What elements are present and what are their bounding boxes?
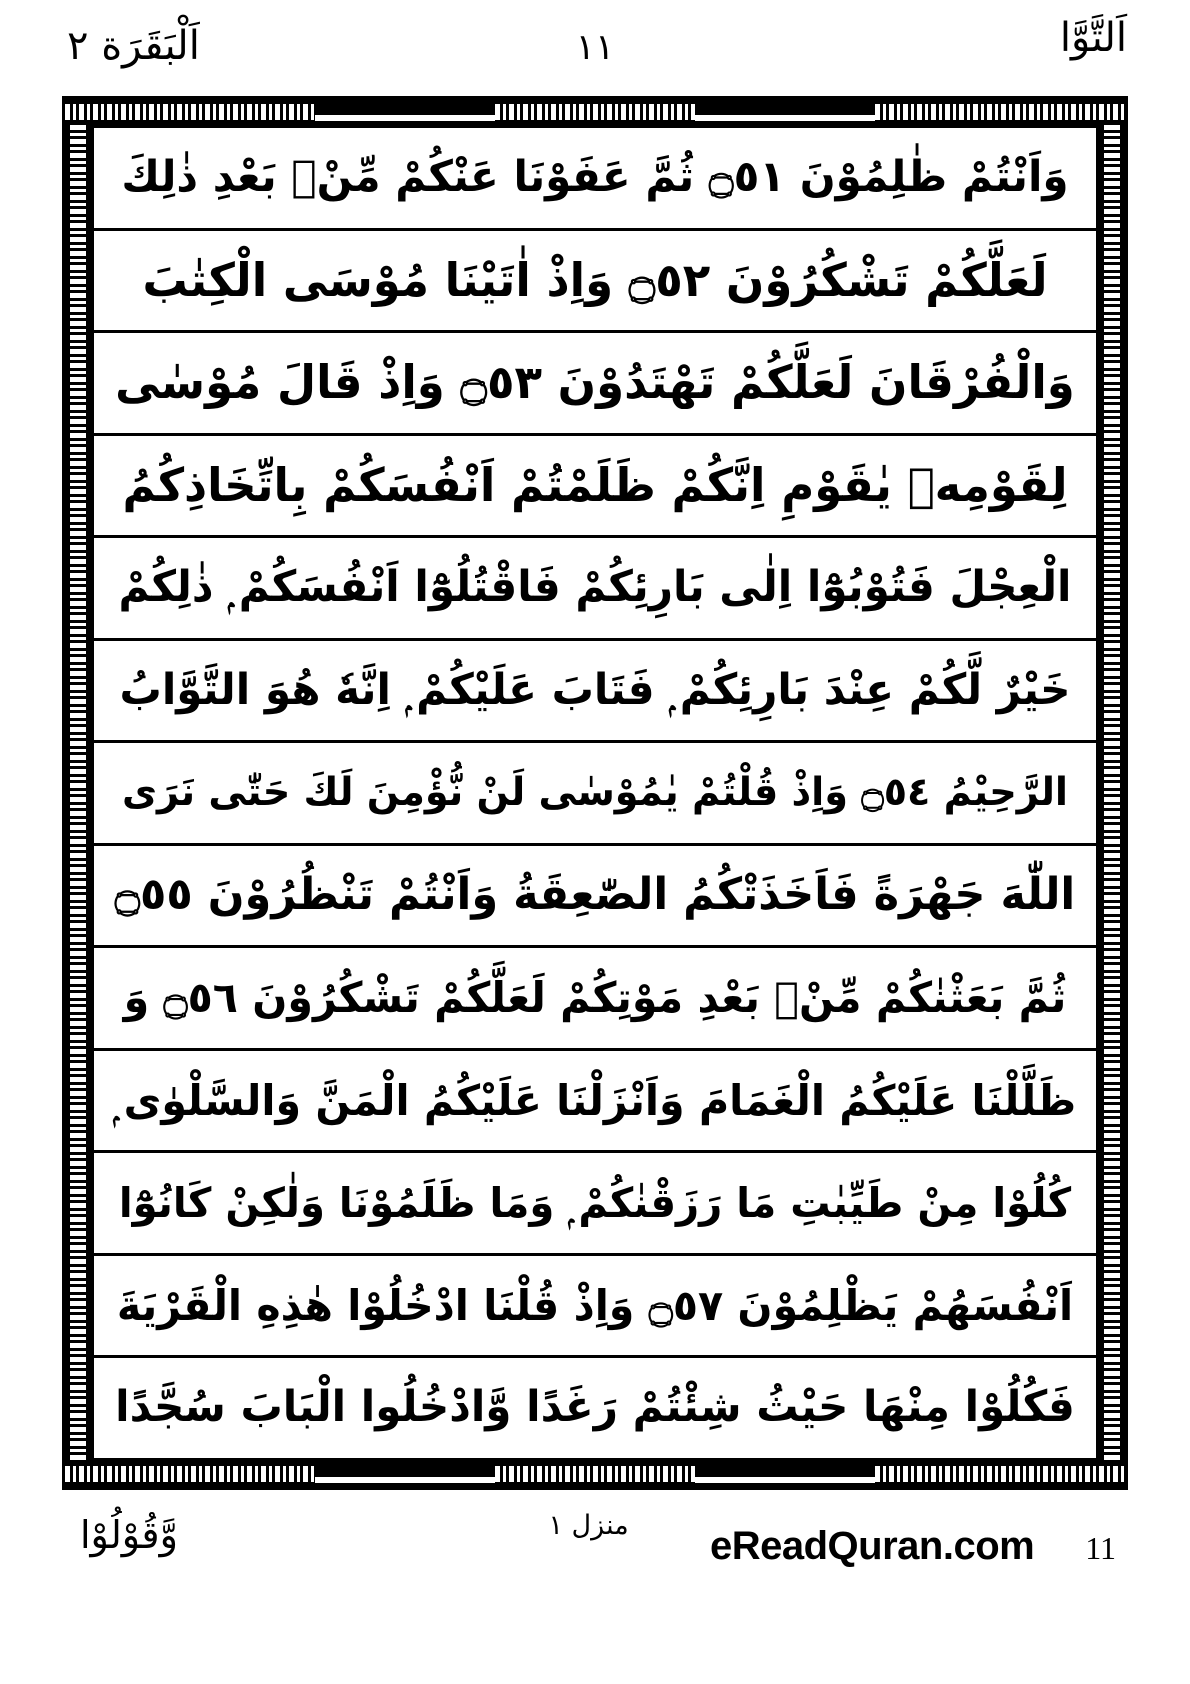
quran-line [94,538,1096,641]
quran-line [94,1153,1096,1256]
quran-line-text: وَالْفُرْقَانَ لَعَلَّكُمْ تَهْتَدُوْنَ ۝٥٣ وَاِذْ قَالَ مُوْسٰى [115,355,1075,410]
quran-line [94,128,1096,231]
quran-line-text: الرَّحِيْمُ ۝٥٤ وَاِذْ قُلْتُمْ يٰمُوْسٰى لَنْ نُّؤْمِنَ لَكَ حَتّٰى نَرَى [121,770,1069,816]
ornamental-frame [62,96,1128,1490]
quran-line-text: كُلُوْا مِنْ طَيِّبٰتِ مَا رَزَقْنٰكُمْ ۭ وَمَا ظَلَمُوْنَا وَلٰكِنْ كَانُوْٓا [118,1178,1072,1227]
quran-line [94,846,1096,949]
scrollwork-pattern-bottom [65,1464,1125,1484]
top-catchword: اَلتَّوَّا [1059,15,1127,61]
frame-band-right [1099,125,1125,1461]
page-number-arabic: ١١ [575,27,615,68]
bottom-catchword: وَّقُوْلُوْا [80,1513,178,1557]
page-footer [62,1498,1128,1658]
scrollwork-pattern-top [65,102,1125,122]
quran-line-text: خَيْرٌ لَّكُمْ عِنْدَ بَارِئِكُمْ ۭ فَتَابَ عَلَيْكُمْ ۭ اِنَّهٗ هُوَ التَّوَّابُ [119,664,1071,715]
page-header [55,15,1135,98]
quran-line-text: ظَلَّلْنَا عَلَيْكُمُ الْغَمَامَ وَاَنْزَلْنَا عَلَيْكُمُ الْمَنَّ وَالسَّلْوٰى ۭ [113,1075,1077,1125]
quran-line-text: لَعَلَّكُمْ تَشْكُرُوْنَ ۝٥٢ وَاِذْ اٰتَيْنَا مُوْسَى الْكِتٰبَ [142,252,1048,307]
quran-line-text: لِقَوْمِهٖ يٰقَوْمِ اِنَّكُمْ ظَلَمْتُمْ اَنْفُسَكُمْ بِاتِّخَاذِكُمُ [122,457,1068,512]
quran-line [94,1256,1096,1359]
quran-line [94,1358,1096,1458]
site-watermark: eReadQuran.com [710,1524,1035,1568]
frame-band-left [65,125,91,1461]
page-number-latin: 11 [1085,1530,1116,1566]
quran-line-text: فَكُلُوْا مِنْهَا حَيْثُ شِئْتُمْ رَغَدًا وَّادْخُلُوا الْبَابَ سُجَّدًا [115,1382,1075,1433]
quran-line-text: اللّٰهَ جَهْرَةً فَاَخَذَتْكُمُ الصّٰعِقَةُ وَاَنْتُمْ تَنْظُرُوْنَ ۝٥٥ [114,869,1076,921]
quran-line [94,948,1096,1051]
quran-line [94,333,1096,436]
scrollwork-pattern-right [1102,125,1122,1461]
quran-line [94,436,1096,539]
quran-line-text: ثُمَّ بَعَثْنٰكُمْ مِّنْۢ بَعْدِ مَوْتِكُمْ لَعَلَّكُمْ تَشْكُرُوْنَ ۝٥٦ وَ [123,973,1067,1023]
frame-band-top [65,99,1125,125]
scrollwork-pattern-left [68,125,88,1461]
quran-line-text: الْعِجْلَ فَتُوْبُوْٓا اِلٰى بَارِئِكُمْ فَاقْتُلُوْٓا اَنْفُسَكُمْ ۭ ذٰلِكُمْ [118,562,1072,613]
quran-line [94,641,1096,744]
quran-text-block [91,125,1099,1461]
quran-line [94,1051,1096,1154]
quran-line-text: وَاَنْتُمْ ظٰلِمُوْنَ ۝٥١ ثُمَّ عَفَوْنَا عَنْكُمْ مِّنْۢ بَعْدِ ذٰلِكَ [121,152,1069,203]
surah-name-label: اَلْبَقَرَة ٢ [67,23,200,69]
quran-line [94,743,1096,846]
quran-line [94,231,1096,334]
quran-line-text: اَنْفُسَهُمْ يَظْلِمُوْنَ ۝٥٧ وَاِذْ قُلْنَا ادْخُلُوْا هٰذِهِ الْقَرْيَةَ [116,1280,1074,1330]
frame-band-bottom [65,1461,1125,1487]
manzil-label: منزل ١ [548,1510,629,1541]
